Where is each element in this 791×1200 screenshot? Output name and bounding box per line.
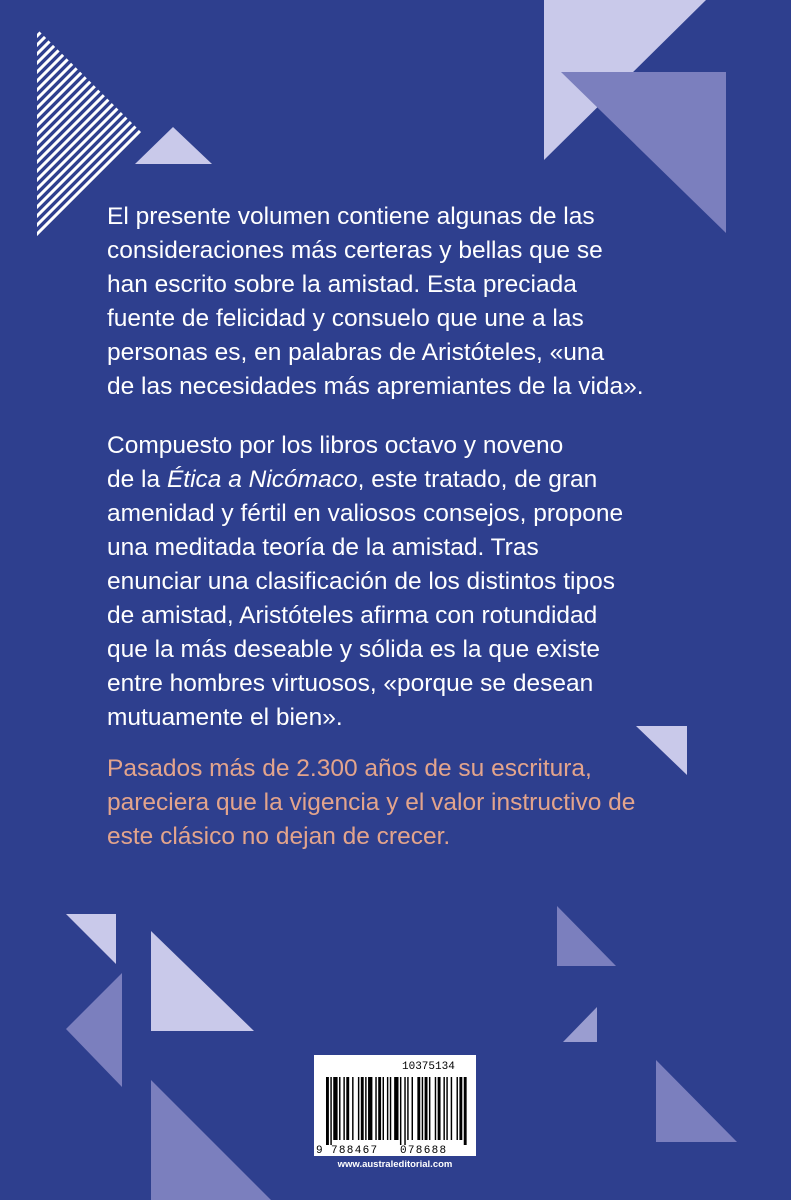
barcode-bar	[429, 1077, 430, 1140]
text-line: personas es, en palabras de Aristóteles, «una	[107, 339, 605, 366]
text-line: enunciar una clasificación de los distintos tipos	[107, 568, 615, 595]
text-line: amenidad y fértil en valiosos consejos, propone	[107, 500, 624, 527]
barcode-bar	[330, 1077, 331, 1145]
isbn-barcode	[314, 1075, 476, 1155]
barcode-bar	[361, 1077, 364, 1140]
stripe	[0, 20, 35, 240]
barcode-bar	[368, 1077, 372, 1140]
barcode-bar	[438, 1077, 441, 1140]
barcode-bar	[390, 1077, 391, 1140]
triangle-bottom-left-3	[66, 973, 122, 1087]
barcode-bar	[404, 1077, 405, 1145]
barcode-bar	[459, 1077, 462, 1140]
barcode-bar	[457, 1077, 458, 1140]
triangle-bottom-right-2	[563, 1007, 597, 1042]
barcode-bar	[446, 1077, 447, 1140]
barcode-bar	[378, 1077, 381, 1140]
synopsis-paragraph-1	[107, 200, 717, 404]
barcode-bar	[352, 1077, 353, 1140]
text-line: han escrito sobre la amistad. Esta preciada	[107, 271, 577, 298]
triangle-small-top	[135, 127, 212, 164]
barcode-bar	[407, 1077, 408, 1140]
barcode-bar	[383, 1077, 384, 1140]
barcode-bar	[358, 1077, 359, 1140]
text-line: consideraciones más certeras y bellas que se	[107, 237, 603, 264]
stripe	[0, 20, 26, 240]
highlight-paragraph	[107, 752, 717, 854]
barcode-bar	[375, 1077, 376, 1140]
synopsis-paragraph-2	[107, 429, 717, 735]
text-fragment: de la	[107, 466, 167, 493]
isbn-group-right: 078688	[400, 1145, 448, 1155]
text-line: pareciera que la vigencia y el valor instructivo de	[107, 789, 636, 816]
barcode-bar	[400, 1077, 401, 1145]
barcode-bars	[326, 1077, 467, 1145]
barcode-bar	[451, 1077, 452, 1140]
text-line: fuente de felicidad y consuelo que une a las	[107, 305, 584, 332]
triangle-bottom-right-3	[656, 1060, 737, 1142]
text-line: de amistad, Aristóteles afirma con rotundidad	[107, 602, 598, 629]
text-line: mutuamente el bien».	[107, 704, 343, 731]
barcode-bar	[326, 1077, 329, 1145]
barcode-bar	[412, 1077, 413, 1140]
barcode-bar	[333, 1077, 337, 1140]
text-line: Compuesto por los libros octavo y noveno	[107, 432, 564, 459]
stripe	[0, 20, 8, 240]
barcode-code: 10375134	[402, 1061, 455, 1073]
triangle-bottom-left-1	[66, 914, 116, 964]
barcode-bar	[422, 1077, 423, 1140]
text-line: entre hombres virtuosos, «porque se desean	[107, 670, 594, 697]
text-fragment: , este tratado, de gran	[357, 466, 598, 493]
triangle-bottom-left-4	[151, 1080, 271, 1200]
barcode-bar	[435, 1077, 436, 1140]
isbn-first-digit: 9	[316, 1145, 323, 1155]
barcode-bar	[365, 1077, 366, 1140]
barcode-bar	[464, 1077, 467, 1145]
barcode-bar	[339, 1077, 340, 1140]
publisher-url: www.australeditorial.com	[337, 1159, 453, 1170]
text-line: este clásico no dejan de crecer.	[107, 823, 451, 850]
triangle-bottom-right-1	[557, 906, 616, 966]
stripe	[0, 20, 17, 240]
text-line: Pasados más de 2.300 años de su escritura,	[107, 755, 592, 782]
barcode-bar	[343, 1077, 344, 1140]
book-title-italic: Ética a Nicómaco	[166, 466, 358, 493]
isbn-group-left: 788467	[331, 1145, 379, 1155]
text-line: de las necesidades más apremiantes de la vida».	[107, 373, 644, 400]
barcode-bar	[387, 1077, 388, 1140]
triangle-bottom-left-2	[151, 931, 254, 1031]
barcode-url-strip	[314, 1156, 476, 1173]
barcode-bar	[417, 1077, 420, 1140]
barcode-bar	[346, 1077, 349, 1140]
barcode-bar	[394, 1077, 398, 1140]
text-line: El presente volumen contiene algunas de las	[107, 203, 595, 230]
text-line: que la más deseable y sólida es la que existe	[107, 636, 601, 663]
barcode-bar	[425, 1077, 428, 1140]
barcode-bar	[443, 1077, 444, 1140]
text-line: una meditada teoría de la amistad. Tras	[107, 534, 539, 561]
text-line-with-title	[107, 463, 717, 497]
